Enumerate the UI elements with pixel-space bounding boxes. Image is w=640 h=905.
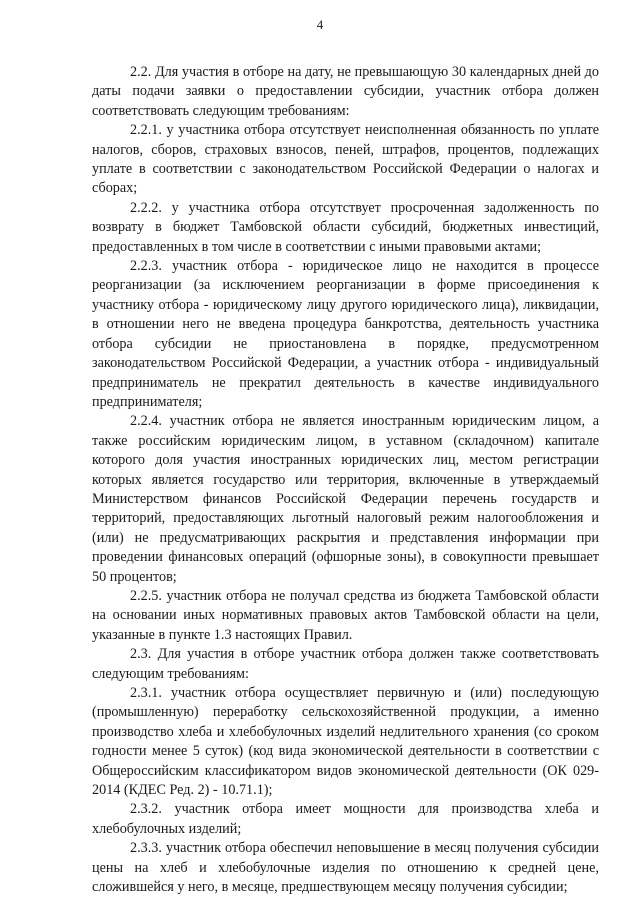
paragraph-2-3-2: 2.3.2. участник отбора имеет мощности для производства хлеба и хлебобулочных изделий; [92, 801, 599, 837]
paragraph-2-2-5: 2.2.5. участник отбора не получал средства из бюджета Тамбовской области на основании иных нормативных правовых актов Тамбовской области на цели, указанные в пункте 1.3 настоящих Правил. [92, 587, 599, 643]
paragraph-2-3: 2.3. Для участия в отборе участник отбора должен также соответствовать следующим требованиям: [92, 646, 599, 682]
page-number: 4 [316, 17, 324, 32]
document-body [92, 63, 599, 897]
paragraph-2-2: 2.2. Для участия в отборе на дату, не превышающую 30 календарных дней до даты подачи заявки о предоставлении субсидии, участник отбора должен соответствовать следующим требованиям: [92, 64, 599, 119]
paragraph-2-3-3: 2.3.3. участник отбора обеспечил неповышение в месяц получения субсидии цены на хлеб и хлебобулочные изделия по отношению к средней цене, сложившейся у него, в месяце, предшествующем месяцу получения субсидии; [92, 840, 599, 896]
paragraph-2-2-2: 2.2.2. у участника отбора отсутствует просроченная задолженность по возврату в бюджет Тамбовской области субсидий, бюджетных инвестиций, предоставленных в том числе в соответствии с иными правовыми актами; [92, 199, 599, 255]
paragraph-2-2-4: 2.2.4. участник отбора не является иностранным юридическим лицом, а также российским юридическим лицом, в уставном (складочном) капитале которого доля участия иностранных юридических лиц, местом регистрации которых является государство или территория, включенные в утверждаемый Министерством финансов Российской Федерации перечень государств и территорий, предоставляющих льготный налоговый режим налогообложения и (или) не предусматривающих раскрытия и представления информации при проведении финансовых операций (офшорные зоны), в совокупности превышает 50 процентов; [92, 413, 599, 585]
paragraph-2-3-1: 2.3.1. участник отбора осуществляет первичную и (или) последующую (промышленную) переработку сельскохозяйственной продукции, а именно производство хлеба и хлебобулочных изделий недлительного хранения (со сроком годности менее 5 суток) (код вида экономической деятельности в соответствии с Общероссийским классификатором видов экономической деятельности (ОК 029-2014 (КДЕС Ред. 2) - 10.71.1); [92, 685, 599, 799]
paragraph-2-2-3: 2.2.3. участник отбора - юридическое лицо не находится в процессе реорганизации (за исключением реорганизации в форме присоединения к участнику отбора - юридическому лицу другого юридического лица), ликвидации, в отношении него не введена процедура банкротства, деятельность участника отбора субсидии не приостановлена в порядке, предусмотренном законодательством Российской Федерации, а участник отбора - индивидуальный предприниматель не прекратил деятельность в качестве индивидуального предпринимателя; [92, 258, 599, 410]
paragraph-2-2-1: 2.2.1. у участника отбора отсутствует неисполненная обязанность по уплате налогов, сборов, страховых взносов, пеней, штрафов, процентов, подлежащих уплате в соответствии с законодательством Российской Федерации о налогах и сборах; [92, 122, 599, 197]
